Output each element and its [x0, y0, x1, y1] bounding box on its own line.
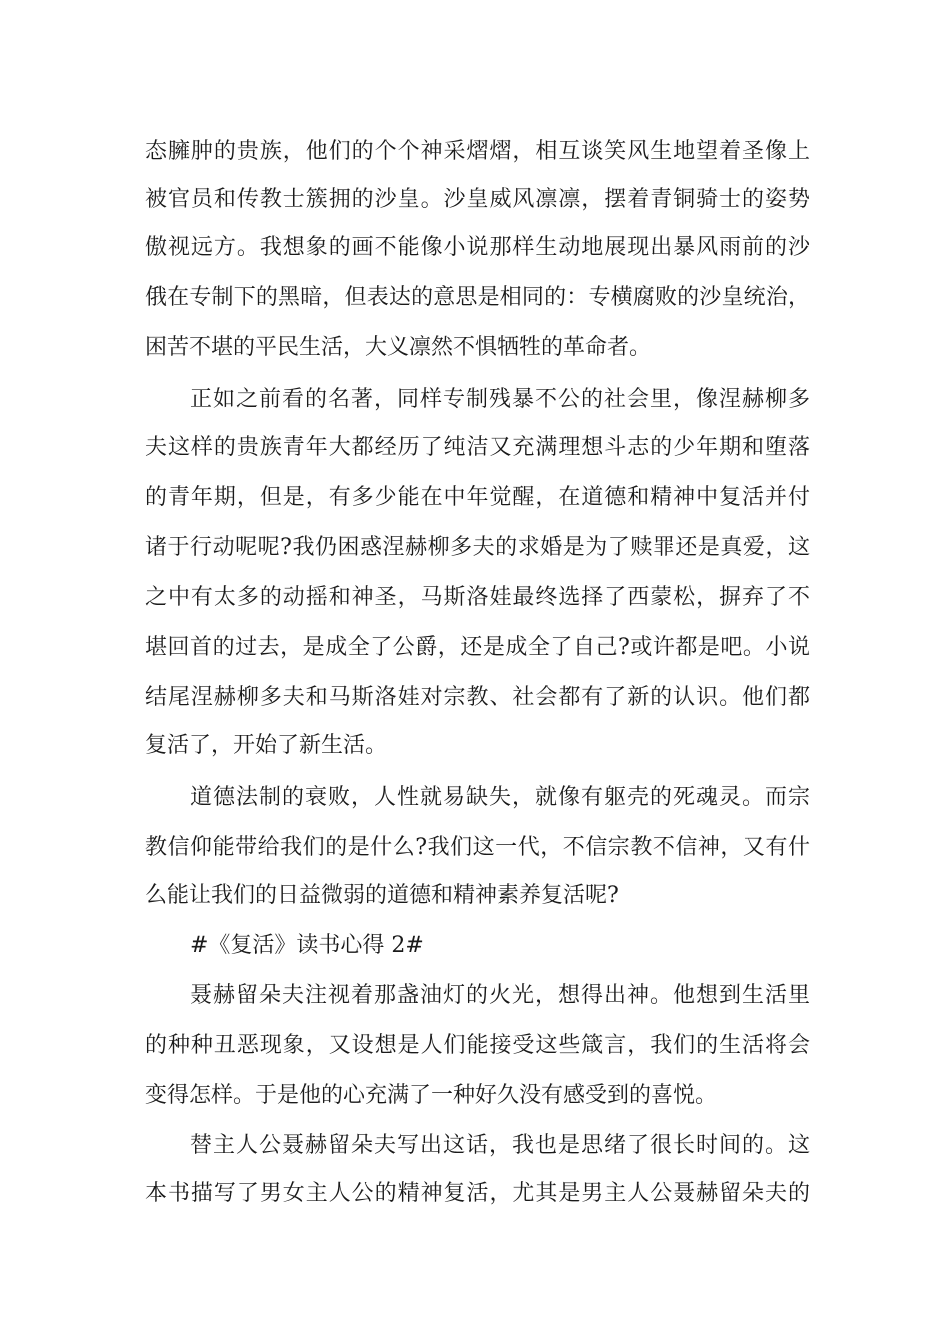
text-line: 的种种丑恶现象，又设想是人们能接受这些箴言，我们的生活将会	[145, 1033, 810, 1058]
paragraph-first-line: 道德法制的衰败，人性就易缺失，就像有躯壳的死魂灵。而宗	[190, 785, 810, 810]
text-line: 诸于行动呢呢?我仍困惑涅赫柳多夫的求婚是为了赎罪还是真爱，这	[145, 535, 810, 560]
text-line: 么能让我们的日益微弱的道德和精神素养复活呢?	[145, 883, 619, 908]
text-line: 堪回首的过去，是成全了公爵，还是成全了自己?或许都是吧。小说	[145, 635, 810, 660]
section-heading: #《复活》读书心得 2#	[190, 933, 424, 958]
text-line: 夫这样的贵族青年大都经历了纯洁又充满理想斗志的少年期和堕落	[145, 435, 810, 460]
text-line: 的青年期，但是，有多少能在中年觉醒，在道德和精神中复活并付	[145, 485, 810, 510]
text-line: 被官员和传教士簇拥的沙皇。沙皇威风凛凛，摆着青铜骑士的姿势	[145, 187, 810, 212]
paragraph-first-line: 正如之前看的名著，同样专制残暴不公的社会里，像涅赫柳多	[190, 387, 810, 412]
paragraph-first-line: 聂赫留朵夫注视着那盏油灯的火光，想得出神。他想到生活里	[190, 983, 810, 1008]
text-line: 之中有太多的动摇和神圣，马斯洛娃最终选择了西蒙松，摒弃了不	[145, 585, 810, 610]
text-line: 结尾涅赫柳多夫和马斯洛娃对宗教、社会都有了新的认识。他们都	[145, 685, 810, 710]
text-line: 傲视远方。我想象的画不能像小说那样生动地展现出暴风雨前的沙	[145, 235, 810, 260]
text-line: 变得怎样。于是他的心充满了一种好久没有感受到的喜悦。	[145, 1083, 718, 1108]
text-line: 本书描写了男女主人公的精神复活，尤其是男主人公聂赫留朵夫的	[145, 1181, 810, 1206]
text-line: 教信仰能带给我们的是什么?我们这一代，不信宗教不信神，又有什	[145, 835, 810, 860]
paragraph-first-line: 替主人公聂赫留朵夫写出这话，我也是思绪了很长时间的。这	[190, 1133, 810, 1158]
text-line: 俄在专制下的黑暗，但表达的意思是相同的：专横腐败的沙皇统治，	[145, 285, 810, 310]
text-line: 困苦不堪的平民生活，大义凛然不惧牺牲的革命者。	[145, 335, 652, 360]
text-line: 复活了，开始了新生活。	[145, 733, 388, 758]
text-line: 态臃肿的贵族，他们的个个神采熠熠，相互谈笑风生地望着圣像上	[145, 139, 810, 164]
